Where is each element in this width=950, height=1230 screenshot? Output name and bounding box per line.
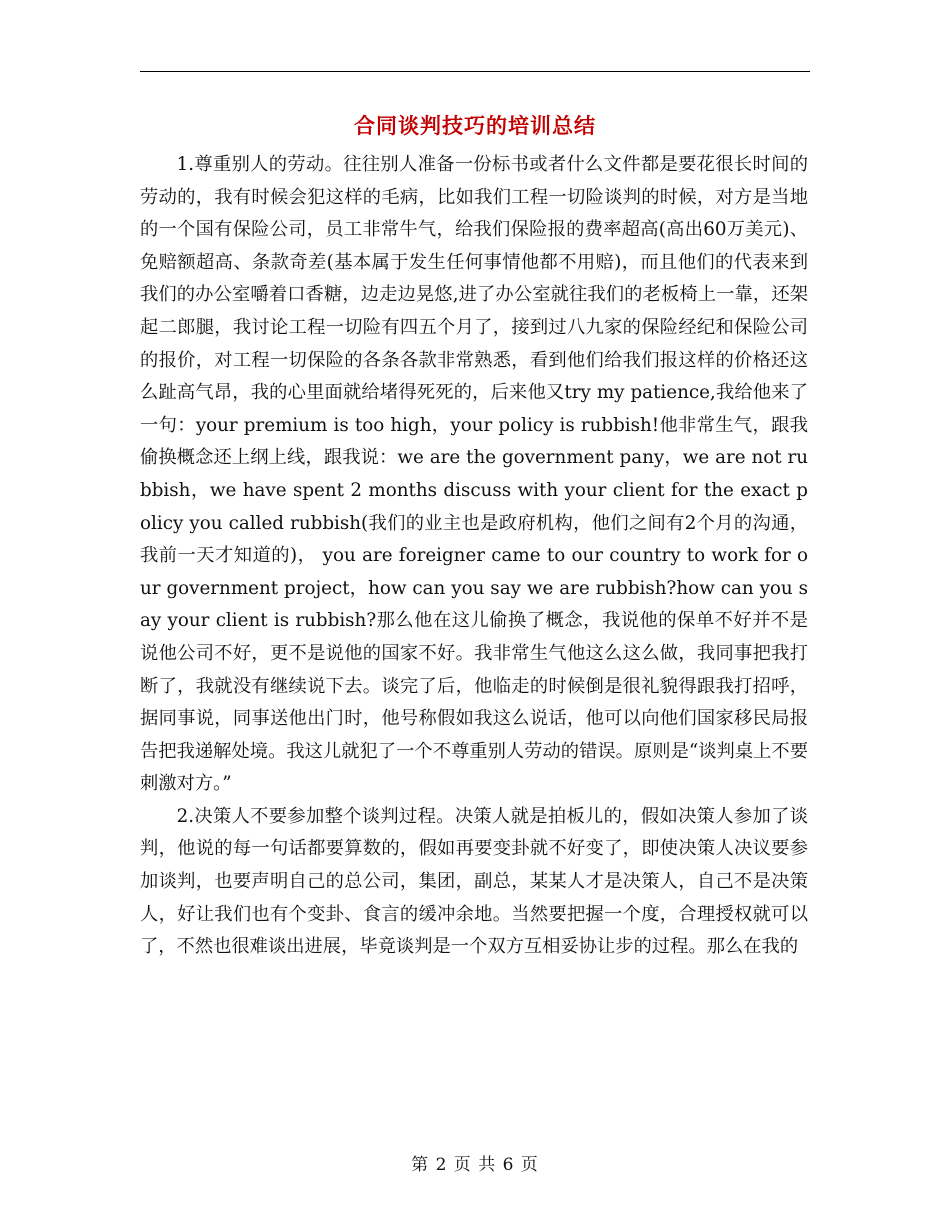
- paragraph-1: 1.尊重别人的劳动。往往别人准备一份标书或者什么文件都是要花很长时间的劳动的，我有时候会犯这样的毛病，比如我们工程一切险谈判的时候，对方是当地的一个国有保险公司，员工非常牛气，给我们保险报的费率超高(高出60万美元)、免赔额超高、条款奇差(基本属于发生任何事情他都不用赔)，而且他们的代表来到我们的办公室嚼着口香糖，边走边晃悠,进了办公室就往我们的老板椅上一靠，还架起二郎腿，我讨论工程一切险有四五个月了，接到过八九家的保险经纪和保险公司的报价，对工程一切保险的各条各款非常熟悉，看到他们给我们报这样的价格还这么趾高气昂，我的心里面就给堵得死死的，后来他又try my patience,我给他来了一句：your premium is too high，your policy is rubbish!他非常生气，跟我偷换概念还上纲上线，跟我说：we are the government pany，we are not rubbish，we have spent 2 months discuss with your client for the exact policy you called rubbish(我们的业主也是政府机构，他们之间有2个月的沟通，我前一天才知道的)， you are foreigner came to our country to work for our government project，how can you say we are rubbish?how can you say your client is rubbish?那么他在这儿偷换了概念，我说他的保单不好并不是说他公司不好，更不是说他的国家不好。我非常生气他这么这么做，我同事把我打断了，我就没有继续说下去。谈完了后，他临走的时候倒是很礼貌得跟我打招呼，据同事说，同事送他出门时，他号称假如我这么说话，他可以向他们国家移民局报告把我递解处境。我这儿就犯了一个不尊重别人劳动的错误。原则是“谈判桌上不要刺激对方。”: [140, 154, 808, 795]
- page-number-footer: 第 2 页 共 6 页: [411, 1155, 539, 1175]
- document-title: 合同谈判技巧的培训总结: [354, 113, 596, 138]
- document-body: [140, 149, 808, 964]
- paragraph-2: 2.决策人不要参加整个谈判过程。决策人就是拍板儿的，假如决策人参加了谈判，他说的每一句话都要算数的，假如再要变卦就不好变了，即使决策人决议要参加谈判，也要声明自己的总公司，集团，副总，某某人才是决策人，自己不是决策人，好让我们也有个变卦、食言的缓冲余地。当然要把握一个度，合理授权就可以了，不然也很难谈出进展，毕竟谈判是一个双方互相妥协让步的过程。那么在我的: [140, 805, 808, 958]
- header-rule: [140, 71, 810, 72]
